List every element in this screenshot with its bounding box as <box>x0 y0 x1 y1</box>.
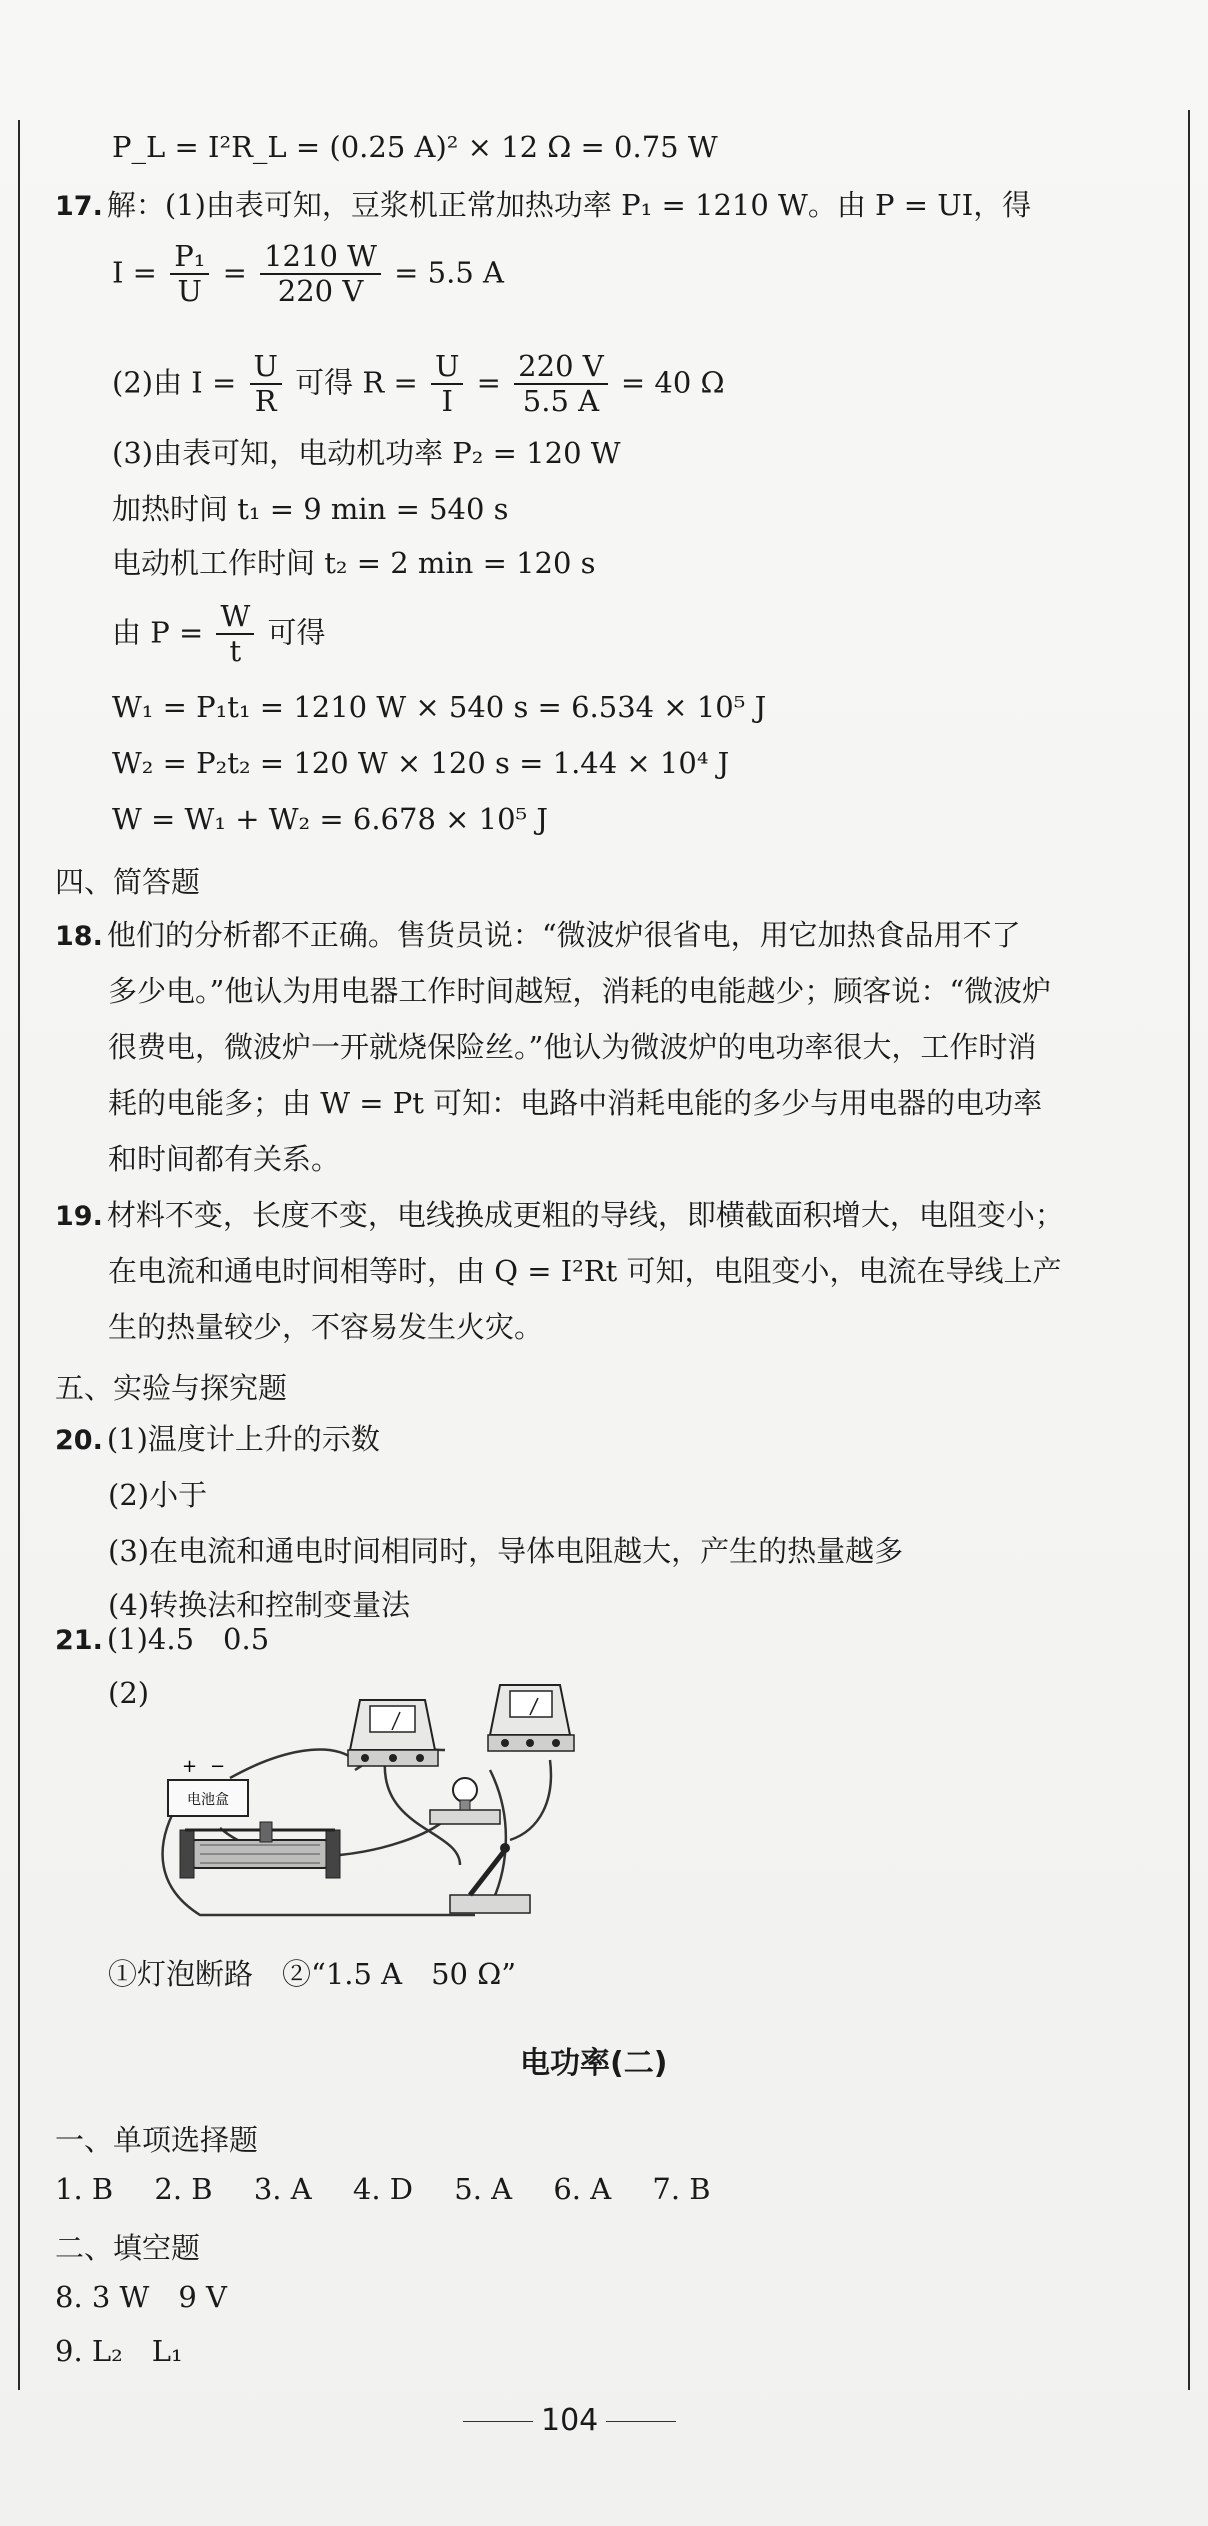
q21-line-2: (2) <box>108 1676 150 1710</box>
q17-current-label: I = <box>112 255 157 290</box>
answer-1: 1. B <box>55 2172 114 2206</box>
q17-fraction-1 <box>170 240 209 309</box>
q17-line-4: (3)由表可知，电动机功率 P₂ = 120 W <box>112 436 621 470</box>
fraction-numerator: 220 V <box>514 350 608 385</box>
fraction-denominator: I <box>441 384 453 419</box>
ammeter-icon <box>348 1700 438 1766</box>
switch-icon <box>450 1843 530 1913</box>
fraction-numerator: 1210 W <box>260 240 381 275</box>
q20-line-3: (3)在电流和通电时间相同时，导体电阻越大，产生的热量越多 <box>108 1534 904 1568</box>
q17-part2-intro: (2)由 I = <box>112 365 237 400</box>
q20-number: 20. <box>55 1425 103 1456</box>
q17-line-9: W₂ = P₂t₂ = 120 W × 120 s = 1.44 × 10⁴ J <box>112 746 730 780</box>
q17-current-result: = 5.5 A <box>394 255 504 290</box>
battery-plus-sign: + <box>182 1756 198 1777</box>
q21-number: 21. <box>55 1625 103 1656</box>
battery-box-label: 电池盒 <box>187 1792 229 1808</box>
answer-7: 7. B <box>652 2172 711 2206</box>
ohm-fraction <box>250 350 282 419</box>
bulb-icon <box>430 1778 500 1824</box>
answer-5: 5. A <box>454 2172 513 2206</box>
equals-sign: = <box>222 255 247 290</box>
q19-line-2: 在电流和通电时间相等时，由 Q = I²Rt 可知，电阻变小，电流在导线上产 <box>108 1254 1062 1288</box>
fraction-denominator: R <box>254 384 277 419</box>
q17-line-6: 电动机工作时间 t₂ = 2 min = 120 s <box>112 546 596 580</box>
resistance-fraction <box>431 350 463 419</box>
answer-6: 6. A <box>553 2172 612 2206</box>
q18-text-1: 他们的分析都不正确。售货员说：“微波炉很省电，用它加热食品用不了 <box>106 918 1021 952</box>
q18-line-4: 耗的电能多；由 W = Pt 可知：电路中消耗电能的多少与用电器的电功率 <box>108 1086 1043 1120</box>
line-power-formula: P_L = I²R_L = (0.25 A)² × 12 Ω = 0.75 W <box>112 130 718 164</box>
page-number: 104 <box>455 2403 684 2438</box>
rheostat-icon <box>180 1822 340 1878</box>
q18-number: 18. <box>55 921 103 952</box>
fraction-denominator: t <box>229 634 242 669</box>
fraction-denominator: 5.5 A <box>522 384 600 419</box>
q20-text-1: (1)温度计上升的示数 <box>106 1422 380 1456</box>
wire-voltmeter <box>510 1760 551 1840</box>
answer-2: 2. B <box>154 2172 213 2206</box>
power-fraction <box>216 600 254 669</box>
fraction-numerator: W <box>216 600 254 635</box>
q17-line-7 <box>112 600 326 669</box>
q17-text-1: 解：(1)由表可知，豆浆机正常加热功率 P₁ = 1210 W。由 P = UI，得 <box>106 188 1032 222</box>
q21-line-3: ①灯泡断路 ②“1.5 A 50 Ω” <box>108 1957 517 1991</box>
q17-line-2 <box>112 240 504 309</box>
q18-line-5: 和时间都有关系。 <box>108 1142 341 1176</box>
q20-line-2: (2)小于 <box>108 1478 208 1512</box>
right-margin-rule <box>1188 110 1190 2390</box>
q17-fraction-2 <box>260 240 381 309</box>
answer-3: 3. A <box>253 2172 312 2206</box>
q19-text-1: 材料不变，长度不变，电线换成更粗的导线，即横截面积增大，电阻变小； <box>106 1198 1064 1232</box>
section-title: 电功率(二) <box>520 2046 668 2081</box>
fraction-denominator: U <box>177 274 202 309</box>
q17-line-5: 加热时间 t₁ = 9 min = 540 s <box>112 492 509 526</box>
q20-line-1 <box>55 1422 380 1457</box>
q17-line-8: W₁ = P₁t₁ = 1210 W × 540 s = 6.534 × 10⁵ J <box>112 690 767 724</box>
fraction-denominator: 220 V <box>277 274 364 309</box>
fraction-numerator: P₁ <box>170 240 209 275</box>
q18-line-3: 很费电，微波炉一开就烧保险丝。”他认为微波炉的电功率很大，工作时消 <box>108 1030 1037 1064</box>
voltmeter-icon <box>488 1685 574 1751</box>
q8-answer: 8. 3 W 9 V <box>55 2280 227 2314</box>
q17-line-3 <box>112 350 725 419</box>
wire-right <box>490 1770 506 1905</box>
answer-4: 4. D <box>352 2172 414 2206</box>
choice-answers-row <box>55 2172 743 2206</box>
left-margin-rule <box>18 120 20 2390</box>
q17-resistance-result: = 40 Ω <box>620 365 725 400</box>
q20-line-4: (4)转换法和控制变量法 <box>108 1588 411 1622</box>
q17-power-intro: 由 P = <box>112 615 204 650</box>
circuit-diagram <box>160 1680 620 1940</box>
section-heading-1: 一、单项选择题 <box>55 2123 259 2157</box>
q17-number: 17. <box>55 191 103 222</box>
q19-line-1 <box>55 1198 1064 1233</box>
q18-line-1 <box>55 918 1021 953</box>
q19-line-3: 生的热量较少，不容易发生火灾。 <box>108 1310 544 1344</box>
section-heading-5: 五、实验与探究题 <box>55 1371 288 1405</box>
q21-text-1: (1)4.5 0.5 <box>106 1622 270 1656</box>
fraction-numerator: U <box>431 350 463 385</box>
battery-minus-sign: − <box>210 1756 226 1777</box>
q17-part2-mid: 可得 R = <box>295 365 418 400</box>
resistance-value-fraction <box>514 350 608 419</box>
q21-line-1 <box>55 1622 269 1657</box>
wire-top-left <box>230 1750 355 1778</box>
equals-sign: = <box>476 365 501 400</box>
q18-line-2: 多少电。”他认为用电器工作时间越短，消耗的电能越少；顾客说：“微波炉 <box>108 974 1052 1008</box>
q17-power-post: 可得 <box>267 615 326 650</box>
section-heading-4: 四、简答题 <box>55 865 201 899</box>
q19-number: 19. <box>55 1201 103 1232</box>
fraction-numerator: U <box>250 350 282 385</box>
section-heading-2: 二、填空题 <box>55 2231 201 2265</box>
q17-line-1 <box>55 188 1031 223</box>
q9-answer: 9. L₂ L₁ <box>55 2334 183 2368</box>
q17-line-10: W = W₁ + W₂ = 6.678 × 10⁵ J <box>112 802 549 836</box>
